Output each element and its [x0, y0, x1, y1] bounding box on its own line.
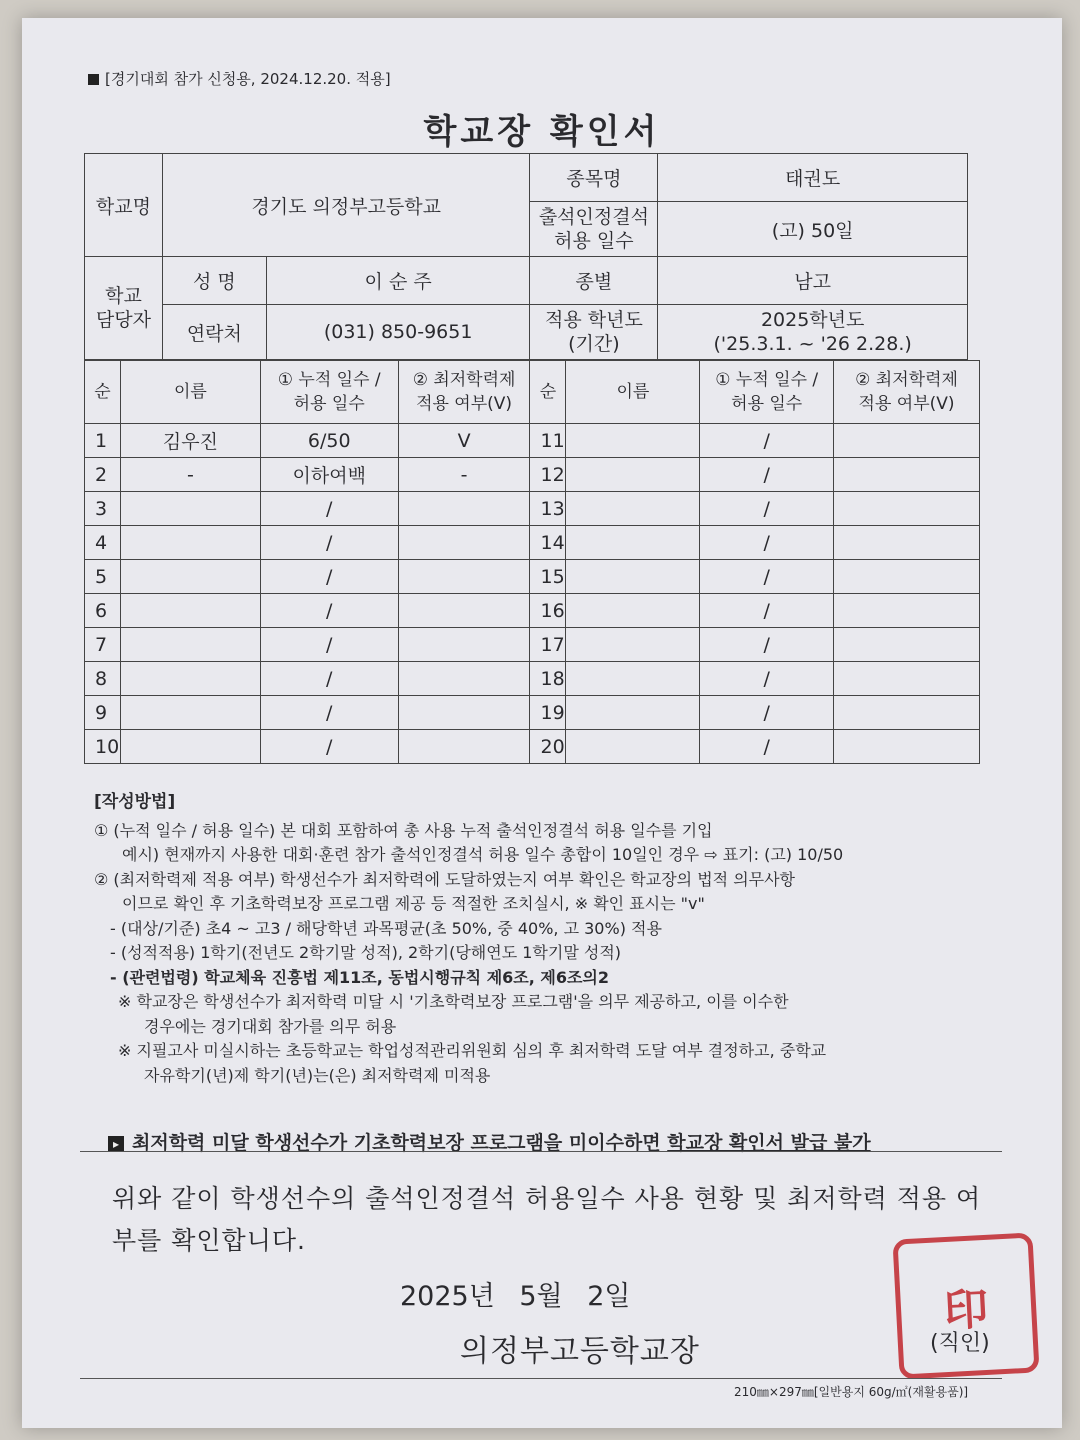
allow-days-value: (고) 50일	[658, 202, 968, 257]
document-title: 학교장 확인서	[423, 112, 661, 152]
row-no: 11	[530, 424, 566, 458]
row-name	[120, 696, 260, 730]
row-no: 2	[85, 458, 121, 492]
row-name	[120, 628, 260, 662]
confirmation-text: 위와 같이 학생선수의 출석인정결석 허용일수 사용 현황 및 최저학력 적용 여부를 확인합니다.	[112, 1184, 982, 1255]
instruction-line: 경우에는 경기대회 참가를 의무 허용	[144, 1016, 397, 1036]
instruction-line: 이므로 확인 후 기초학력보장 프로그램 제공 등 적절한 조치실시, ※ 확인 표시는 "v"	[122, 894, 705, 913]
row-name	[566, 730, 700, 764]
row-days: /	[700, 662, 834, 696]
table-row	[85, 560, 980, 594]
row-no: 19	[530, 696, 566, 730]
table-header-row	[85, 361, 980, 424]
instruction-line: - (관련법령) 학교체육 진흥법 제11조, 동법시행규칙 제6조, 제6조의2	[110, 967, 610, 987]
col-min: ② 최저학력제 적용 여부(V)	[398, 361, 530, 424]
contact-value: (031) 850-9651	[266, 305, 530, 360]
official-seal-icon: 印	[892, 1232, 1039, 1379]
year-value: 2025학년도 ('25.3.1. ~ '26 2.28.)	[658, 305, 968, 360]
col-no: 순	[85, 361, 121, 424]
row-no: 9	[85, 696, 121, 730]
row-days: /	[700, 560, 834, 594]
row-no: 15	[530, 560, 566, 594]
row-min	[398, 560, 530, 594]
row-min: -	[398, 458, 530, 492]
issue-date: 2025년 5월 2일	[400, 1281, 631, 1312]
row-days: 이하여백	[260, 458, 398, 492]
row-days: /	[260, 526, 398, 560]
athlete-table	[84, 360, 980, 764]
row-name	[566, 458, 700, 492]
col-name-2: 이름	[566, 361, 700, 424]
principal-name: 의정부고등학교장	[460, 1334, 700, 1369]
col-min-2: ② 최저학력제 적용 여부(V)	[834, 361, 980, 424]
paper-spec: 210㎜×297㎜[일반용지 60g/㎡(재활용품)]	[734, 1385, 969, 1399]
row-days: /	[700, 730, 834, 764]
form-note: [경기대회 참가 신청용, 2024.12.20. 적용]	[88, 68, 391, 89]
instruction-line: - (성적적용) 1학기(전년도 2학기말 성적), 2학기(당해연도 1학기말 성적)	[110, 943, 622, 962]
row-name	[120, 730, 260, 764]
row-min	[834, 628, 980, 662]
manager-label: 학교 담당자	[85, 257, 163, 360]
notice-underlined: 학교장 확인서 발급 불가	[667, 1132, 871, 1154]
row-min	[834, 424, 980, 458]
row-name	[566, 696, 700, 730]
row-min	[834, 458, 980, 492]
event-value: 태권도	[658, 154, 968, 202]
row-days: /	[260, 696, 398, 730]
year-label: 적용 학년도 (기간)	[530, 305, 658, 360]
row-days: /	[260, 628, 398, 662]
row-name	[120, 492, 260, 526]
row-name	[566, 594, 700, 628]
arrow-box-icon: ▸	[108, 1136, 124, 1152]
table-row	[85, 628, 980, 662]
row-no: 1	[85, 424, 121, 458]
row-name: 김우진	[120, 424, 260, 458]
row-days: /	[700, 696, 834, 730]
row-name	[566, 628, 700, 662]
instruction-line: ② (최저학력제 적용 여부) 학생선수가 최저학력에 도달하였는지 여부 확인은 학교장의 법적 의무사항	[94, 869, 796, 889]
table-row	[85, 458, 980, 492]
row-min	[834, 526, 980, 560]
row-name: -	[120, 458, 260, 492]
divider	[80, 1378, 1002, 1379]
row-days: /	[700, 458, 834, 492]
row-min	[398, 492, 530, 526]
row-no: 7	[85, 628, 121, 662]
row-days: 6/50	[260, 424, 398, 458]
event-label: 종목명	[530, 154, 658, 202]
row-name	[120, 560, 260, 594]
row-min	[834, 594, 980, 628]
square-bullet-icon	[88, 74, 99, 85]
row-days: /	[260, 730, 398, 764]
row-days: /	[700, 526, 834, 560]
row-no: 20	[530, 730, 566, 764]
row-min	[398, 730, 530, 764]
seal-tag: (직인)	[930, 1331, 990, 1356]
instruction-line: 예시) 현재까지 사용한 대회·훈련 참가 출석인정결석 허용 일수 총합이 10일인 경우 ⇨ 표기: (고) 10/50	[122, 845, 844, 864]
info-table	[84, 153, 968, 360]
row-no: 12	[530, 458, 566, 492]
row-min: V	[398, 424, 530, 458]
allow-days-label: 출석인정결석 허용 일수	[530, 202, 658, 257]
row-no: 4	[85, 526, 121, 560]
row-days: /	[260, 492, 398, 526]
table-row	[85, 424, 980, 458]
row-no: 13	[530, 492, 566, 526]
row-no: 8	[85, 662, 121, 696]
instruction-line: ① (누적 일수 / 허용 일수) 본 대회 포함하여 총 사용 누적 출석인정결석 허용 일수를 기입	[94, 820, 713, 840]
type-label: 종별	[530, 257, 658, 305]
instruction-line: - (대상/기준) 초4 ~ 고3 / 해당학년 과목평균(초 50%, 중 40%, 고 30%) 적용	[110, 918, 662, 938]
row-days: /	[260, 594, 398, 628]
row-min	[834, 696, 980, 730]
table-row	[85, 594, 980, 628]
table-row	[85, 696, 980, 730]
row-min	[398, 662, 530, 696]
row-name	[566, 492, 700, 526]
row-no: 17	[530, 628, 566, 662]
row-min	[834, 492, 980, 526]
col-name: 이름	[120, 361, 260, 424]
instruction-line: ※ 지필고사 미실시하는 초등학교는 학업성적관리위원회 심의 후 최저학력 도달 여부 결정하고, 중학교	[118, 1041, 827, 1060]
row-no: 10	[85, 730, 121, 764]
row-no: 6	[85, 594, 121, 628]
row-no: 14	[530, 526, 566, 560]
instruction-line: ※ 학교장은 학생선수가 최저학력 미달 시 '기초학력보장 프로그램'을 의무 제공하고, 이를 이수한	[118, 992, 789, 1011]
school-label: 학교명	[85, 154, 163, 257]
table-row	[85, 730, 980, 764]
row-name	[566, 424, 700, 458]
row-min	[834, 730, 980, 764]
instructions	[94, 790, 1014, 1088]
row-name	[566, 662, 700, 696]
row-no: 18	[530, 662, 566, 696]
notice: ▸ 최저학력 미달 학생선수가 기초학력보장 프로그램을 미이수하면 학교장 확인서 발급 불가	[108, 1128, 871, 1155]
row-min	[398, 696, 530, 730]
instructions-heading: [작성방법]	[94, 792, 176, 812]
row-days: /	[260, 662, 398, 696]
col-days: ① 누적 일수 / 허용 일수	[260, 361, 398, 424]
row-name	[566, 526, 700, 560]
row-min	[398, 594, 530, 628]
table-row	[85, 526, 980, 560]
instruction-line: 자유학기(년)제 학기(년)는(은) 최저학력제 미적용	[144, 1065, 491, 1085]
row-days: /	[700, 492, 834, 526]
type-value: 남고	[658, 257, 968, 305]
col-days-2: ① 누적 일수 / 허용 일수	[700, 361, 834, 424]
row-min	[834, 662, 980, 696]
row-no: 5	[85, 560, 121, 594]
row-days: /	[700, 594, 834, 628]
contact-label: 연락처	[162, 305, 266, 360]
table-row	[85, 492, 980, 526]
row-name	[120, 594, 260, 628]
row-days: /	[700, 628, 834, 662]
row-min	[398, 628, 530, 662]
col-no-2: 순	[530, 361, 566, 424]
row-name	[120, 662, 260, 696]
row-name	[566, 560, 700, 594]
name-label: 성 명	[162, 257, 266, 305]
school-value: 경기도 의정부고등학교	[162, 154, 530, 257]
row-min	[398, 526, 530, 560]
divider	[80, 1151, 1002, 1152]
row-days: /	[700, 424, 834, 458]
document-page	[22, 18, 1062, 1428]
row-name	[120, 526, 260, 560]
name-value: 이 순 주	[266, 257, 530, 305]
row-days: /	[260, 560, 398, 594]
table-row	[85, 662, 980, 696]
row-no: 3	[85, 492, 121, 526]
row-no: 16	[530, 594, 566, 628]
row-min	[834, 560, 980, 594]
